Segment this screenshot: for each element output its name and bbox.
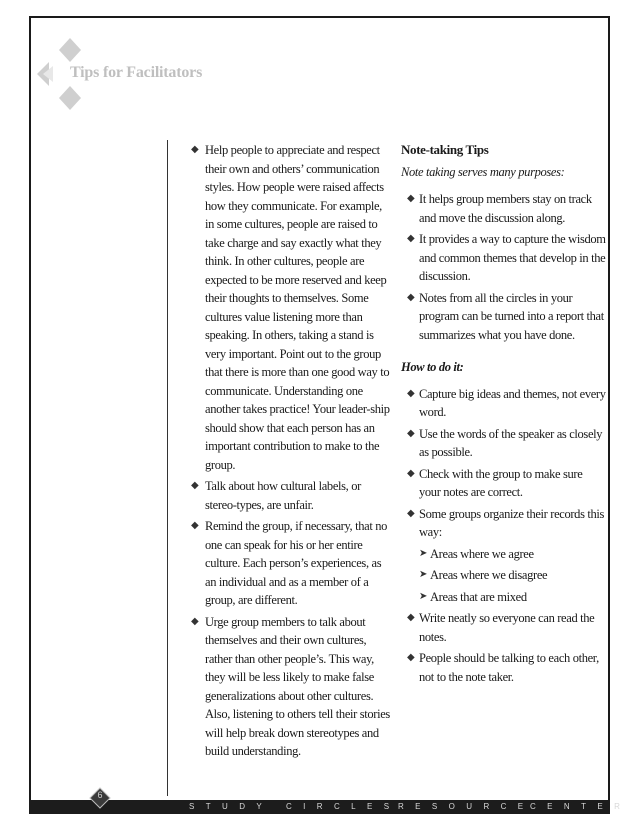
arrow-bullet-icon: ➤: [419, 547, 428, 559]
list-item: ◆ Write neatly so everyone can read the notes.: [407, 611, 595, 644]
note-taking-heading: Note-taking Tips: [401, 142, 489, 157]
diamond-bullet-icon: ◆: [407, 193, 415, 204]
diamond-bullet-icon: ◆: [191, 520, 199, 531]
sub-list-item: ➤ Areas where we disagree: [401, 566, 606, 585]
page-frame-top: [29, 16, 610, 18]
diamond-bullet-icon: ◆: [407, 652, 415, 663]
diamond-bullet-icon: ◆: [407, 291, 415, 303]
sub-list-item: ➤ Areas that are mixed: [401, 588, 606, 607]
tip-item: [190, 141, 390, 474]
diamond-bullet-icon: ◆: [407, 387, 415, 399]
list-item: ◆ Use the words of the speaker as closely as possible.: [407, 426, 603, 459]
arrow-bullet-icon: ➤: [419, 590, 428, 602]
tip-text: Talk about how cultural labels, or stereo-types, are unfair.: [205, 479, 361, 512]
footer-word-study: STUDY: [189, 802, 274, 811]
arrow-bullet-icon: ➤: [419, 569, 428, 580]
left-column: [190, 141, 390, 764]
list-item: ◆ Check with the group to make sure your notes are correct.: [407, 466, 583, 499]
how-to-heading: How to do it:: [401, 360, 464, 374]
right-column: [401, 141, 606, 689]
diamond-bullet-icon: ◆: [191, 615, 199, 627]
tip-text: Urge group members to talk about themselves and their own cultures, rather than other people’s. This way, they will be less likely to make false generalizations about other cultures. Also, listening to others tell their stories will help break down stereotypes and build understanding.: [205, 614, 390, 758]
diamond-bullet-icon: ◆: [407, 467, 415, 479]
diamond-bullet-icon: ◆: [407, 507, 415, 519]
page-number: 6: [97, 790, 103, 800]
note-taking-intro: Note taking serves many purposes:: [401, 164, 565, 179]
tip-text: Remind the group, if necessary, that no one can speak for his or her entire culture. Each person’s experiences, as an individual and as a member of a group, are different.: [205, 519, 388, 607]
tip-item: [190, 517, 390, 610]
page-frame-right: [608, 16, 610, 800]
list-item: ◆ It provides a way to capture the wisdom and common themes that develop in the discussion.: [407, 232, 606, 283]
page-frame-left: [29, 16, 31, 800]
list-item: ◆ Some groups organize their records this way:: [407, 506, 605, 539]
footer-word-circles: CIRCLES: [286, 802, 401, 811]
list-item: ◆ People should be talking to each other, not to the note taker.: [407, 651, 599, 684]
column-rule: [167, 140, 168, 796]
diamond-bullet-icon: ◆: [191, 480, 199, 491]
diamond-bullet-icon: ◆: [407, 427, 415, 439]
tip-text: Help people to appreciate and respect their own and others’ communication styles. How people were raised affects how they communicate. For example, in some cultures, people are raised to take charge and say exactly what they think. In other cultures, people are expected to be more reserved and keep their thoughts to themselves. Some cultures value listening more than speaking. In others, taking a stand is very important. Point out to the group that there is more than one good way to communicate. Understanding one another takes practice! Your leader-ship should show that each person has an important contribution to make to the group.: [205, 143, 390, 472]
sub-list-item: ➤ Areas where we agree: [401, 545, 606, 564]
footer-word-center: CENTER: [530, 802, 632, 811]
section-title: Tips for Facilitators: [70, 64, 203, 81]
tip-item: [190, 477, 390, 514]
footer-word-resource: RESOURCE: [398, 802, 535, 811]
list-item: ◆ It helps group members stay on track and move the discussion along.: [407, 192, 592, 225]
diamond-bullet-icon: ◆: [191, 144, 199, 155]
purposes-list: [401, 190, 606, 344]
diamond-bullet-icon: ◆: [407, 233, 415, 244]
list-item: ◆ Notes from all the circles in your program can be turned into a report that summarizes what you have done.: [407, 290, 604, 342]
how-to-list: [401, 385, 606, 687]
list-item: ◆ Capture big ideas and themes, not every word.: [407, 386, 606, 419]
tip-item: [190, 613, 390, 761]
diamond-bullet-icon: ◆: [407, 612, 415, 623]
